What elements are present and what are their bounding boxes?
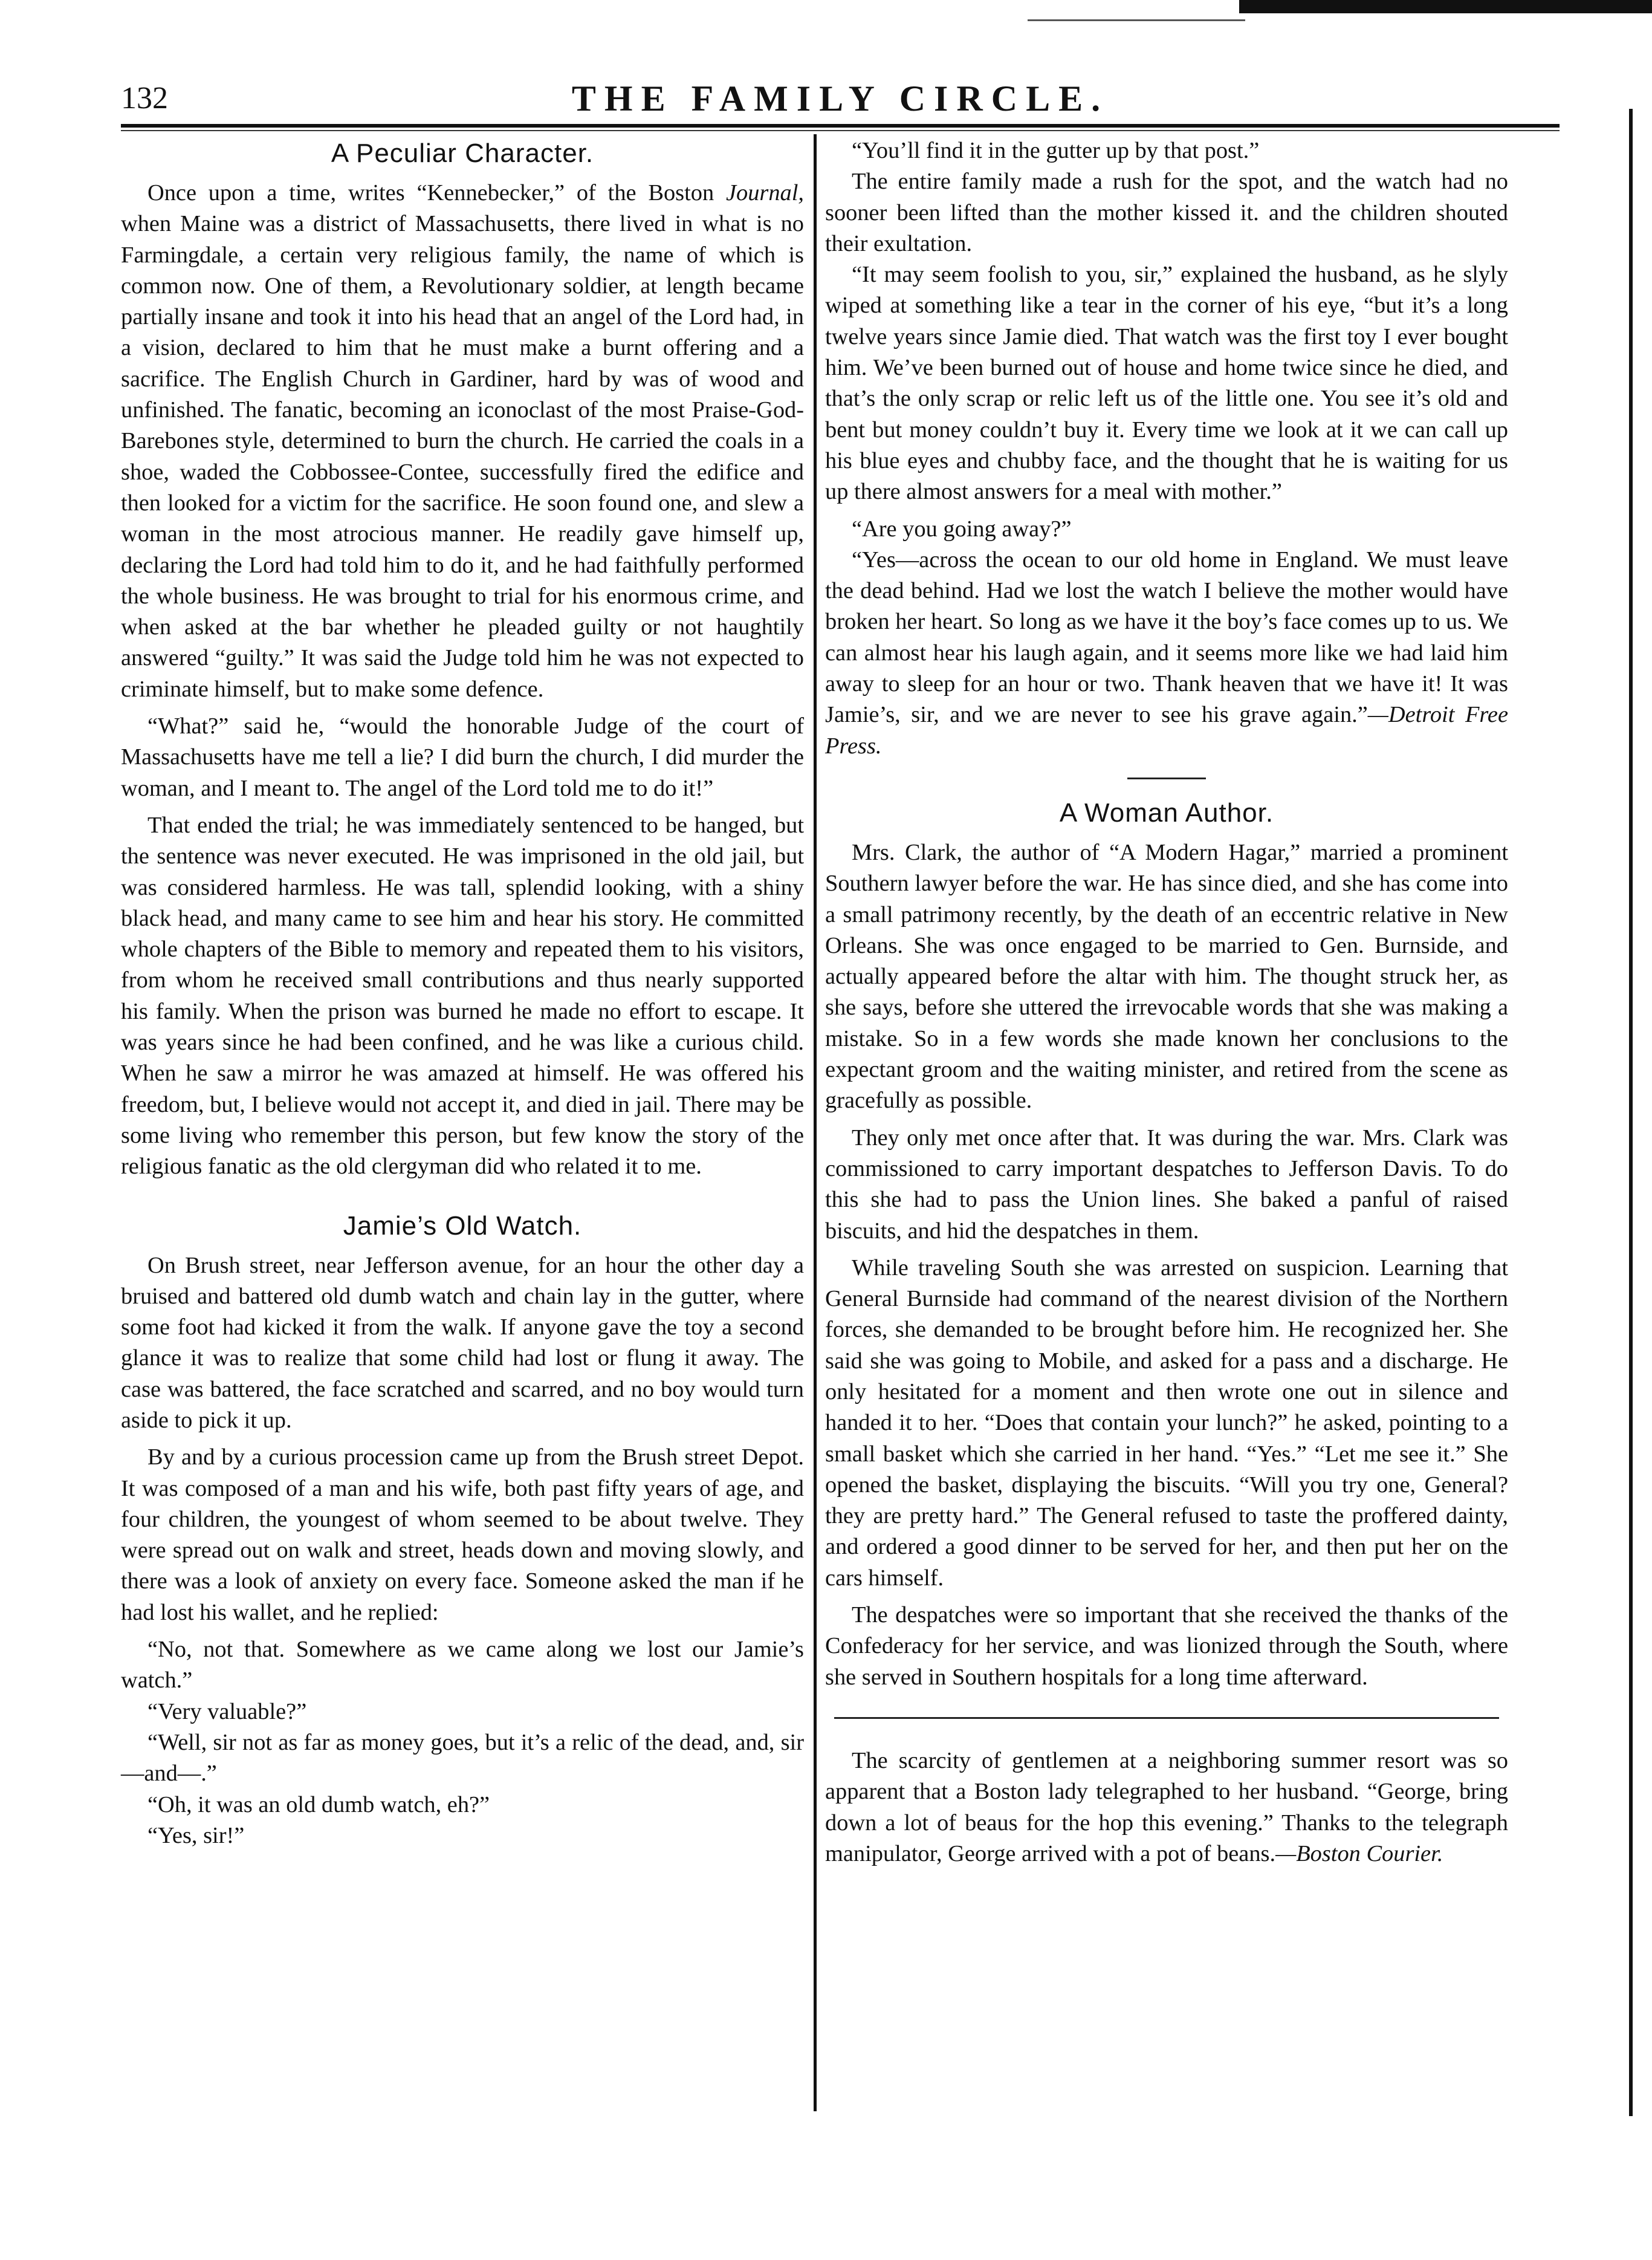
article-paragraph: “You’ll find it in the gutter up by that post.” xyxy=(852,138,1260,163)
article-paragraph: “Well, sir not as far as money goes, but it’s a relic of the dead, and, sir—and—.” xyxy=(121,1729,804,1787)
article-paragraph: They only met once after that. It was during the war. Mrs. Clark was commissioned to carry important despatches to Jefferson Davis. To do this she had to pass the Union lines. She baked a panful of raised biscuits, and hid the despatches in them. xyxy=(825,1125,1508,1244)
article-separator xyxy=(834,1717,1499,1719)
article-paragraph: The entire family made a rush for the spot, and the watch had no sooner been lifted than the mother kissed it. and the children shouted their exultation. xyxy=(825,169,1508,256)
paragraph-text: “Yes—across the ocean to our old home in England. We must leave the dead behind. Had we lost the watch I believe the mother would have broken her heart. So long as we have it the boy’s face comes up to us. We can almost hear his laugh again, and it seems more like we had laid him away to sleep for an hour or two. Thank heaven that we have it! It was Jamie’s, sir, and we are never to see his grave again.” xyxy=(825,547,1508,728)
page-edge-rule xyxy=(1629,109,1633,2116)
article-paragraph: “Very valuable?” xyxy=(147,1698,307,1724)
right-column xyxy=(825,135,1508,1869)
article-paragraph xyxy=(825,1745,1508,1869)
article-paragraph: On Brush street, near Jefferson avenue, for an hour the other day a bruised and battered old dumb watch and chain lay in the gutter, where some foot had kicked it from the walk. If anyone gave the toy a second glance it was to realize that some child had lost or flung it away. The case was battered, the face scratched and scarred, and no boy would turn aside to pick it up. xyxy=(121,1252,804,1433)
newspaper-name: Journal, xyxy=(725,180,804,206)
article-paragraph: By and by a curious procession came up from the Brush street Depot. It was composed of a man and his wife, both past fifty years of age, and four children, the youngest of whom seemed to be about twelve. They were spread out on walk and street, heads down and moving slowly, and there was a look of anxiety on every face. Someone asked the man if he had lost his wallet, and he replied: xyxy=(121,1444,804,1625)
article-paragraph: “What?” said he, “would the honorable Judge of the court of Massachusetts have me tell a lie? I did burn the church, I did murder the woman, and I meant to. The angel of the Lord told me to do it!” xyxy=(121,713,804,801)
article-paragraph: “Yes, sir!” xyxy=(147,1822,245,1848)
source-credit: —Boston Courier. xyxy=(1275,1840,1443,1866)
article-title-woman-author: A Woman Author. xyxy=(1059,797,1274,828)
running-title: THE FAMILY CIRCLE. xyxy=(571,79,1109,119)
top-edge-strip xyxy=(1239,0,1652,13)
article-paragraph: “No, not that. Somewhere as we came along we lost our Jamie’s watch.” xyxy=(121,1637,804,1693)
article-paragraph: Mrs. Clark, the author of “A Modern Hagar,” married a prominent Southern lawyer before the war. He has since died, and she has come into a small patrimony recently, by the death of an eccentric relative in New Orleans. She was once engaged to be married to Gen. Burnside, and actually appeared before the altar with him. The thought struck her, as she says, before she uttered the irrevocable words that she was making a mistake. So in a few words she made known her conclusions to the expectant groom and the waiting minister, and retired from the scene as gracefully as possible. xyxy=(825,839,1508,1114)
header-rule-thick xyxy=(121,124,1560,128)
article-paragraph: “It may seem foolish to you, sir,” explained the husband, as he slyly wiped at something like a tear in the corner of his eye, “but it’s a long twelve years since Jamie died. That watch was the first toy I ever bought him. We’ve been burned out of house and home twice since he died, and that’s the only scrap or relic left us of the little one. You see it’s old and bent but money couldn’t buy it. Every time we look at it we can call up his blue eyes and chubby face, and the thought that he is waiting for us up there almost answers for a meal with mother.” xyxy=(825,262,1508,505)
column-divider xyxy=(814,134,817,2111)
article-paragraph: “Are you going away?” xyxy=(852,516,1072,542)
article-paragraph: While traveling South she was arrested on suspicion. Learning that General Burnside had command of the nearest division of the Northern forces, she demanded to be brought before him. He recognized her. She said she was going to Mobile, and asked for a pass and a discharge. He only hesitated for a moment and then wrote one out in silence and handed it to her. “Does that contain your lunch?” he asked, pointing to a small basket which she carried in her hand. “Yes.” “Let me see it.” She opened the basket, displaying the biscuits. “Will you try one, General? they are pretty hard.” The General refused to taste the proffered dainty, and ordered a good dinner to be served for her, and then put her on the cars himself. xyxy=(825,1255,1508,1591)
paragraph-text: The scarcity of gentlemen at a neighboring summer resort was so apparent that a Boston lady telegraphed to her husband. “George, bring down a lot of beaus for the hop this evening.” Thanks to the telegraph manipulator, George arrived with a pot of beans. xyxy=(825,1747,1508,1866)
page-number: 132 xyxy=(121,81,168,115)
left-column xyxy=(121,135,804,1851)
article-paragraph xyxy=(825,545,1508,762)
paragraph-text: when Maine was a district of Massachusetts, there lived in what is no Farmingdale, a certain very religious family, the name of which is common now. One of them, a Revolutionary soldier, at length became partially insane and took it into his head that an angel of the Lord had, in a vision, declared to him that he must make a burnt offering and a sacrifice. The English Church in Gardiner, hard by was of wood and unfinished. The fanatic, becoming an iconoclast of the most Praise-God-Barebones style, determined to burn the church. He carried the coals in a shoe, waded the Cobbossee-Contee, successfully fired the edifice and then looked for a victim for the sacrifice. He soon found one, and slew a woman in the most atrocious manner. He readily gave himself up, declaring the Lord had told him to do it, and he had faithfully performed the whole business. He was brought to trial for his enormous crime, and when asked at the bar whether he pleaded guilty or not haughtily answered “guilty.” It was said the Judge told him he was not expected to criminate himself, but to make some defence. xyxy=(121,211,804,702)
header-rule-thin xyxy=(121,130,1560,131)
top-edge-line xyxy=(1028,19,1245,21)
article-title-jamies-old-watch: Jamie’s Old Watch. xyxy=(343,1210,582,1241)
article-separator xyxy=(1127,778,1206,779)
page-header xyxy=(121,77,1560,126)
paragraph-text: Once upon a time, writes “Kennebecker,” of the Boston xyxy=(147,180,726,206)
article-paragraph: “Oh, it was an old dumb watch, eh?” xyxy=(147,1791,490,1817)
article-paragraph: The despatches were so important that she received the thanks of the Confederacy for her service, and was lionized through the South, where she served in Southern hospitals for a long time afterward. xyxy=(825,1602,1508,1690)
article-paragraph: That ended the trial; he was immediately sentenced to be hanged, but the sentence was never executed. He was imprisoned in the old jail, but was considered harmless. He was tall, splendid looking, with a shiny black head, and many came to see him and hear his story. He committed whole chapters of the Bible to memory and repeated them to his visitors, from whom he received small contributions and thus nearly supported his family. When the prison was burned he made no effort to escape. It was years since he had been confined, and he was like a curious child. When he saw a mirror he was amazed at himself. He was offered his freedom, but, I believe would not accept it, and died in jail. There may be some living who remember this person, but few know the story of the religious fanatic as the old clergyman did who related it to me. xyxy=(121,812,804,1180)
source-credit: —Detroit Free Press. xyxy=(825,702,1508,759)
article-paragraph xyxy=(121,178,804,705)
article-title-peculiar-character: A Peculiar Character. xyxy=(331,138,594,168)
